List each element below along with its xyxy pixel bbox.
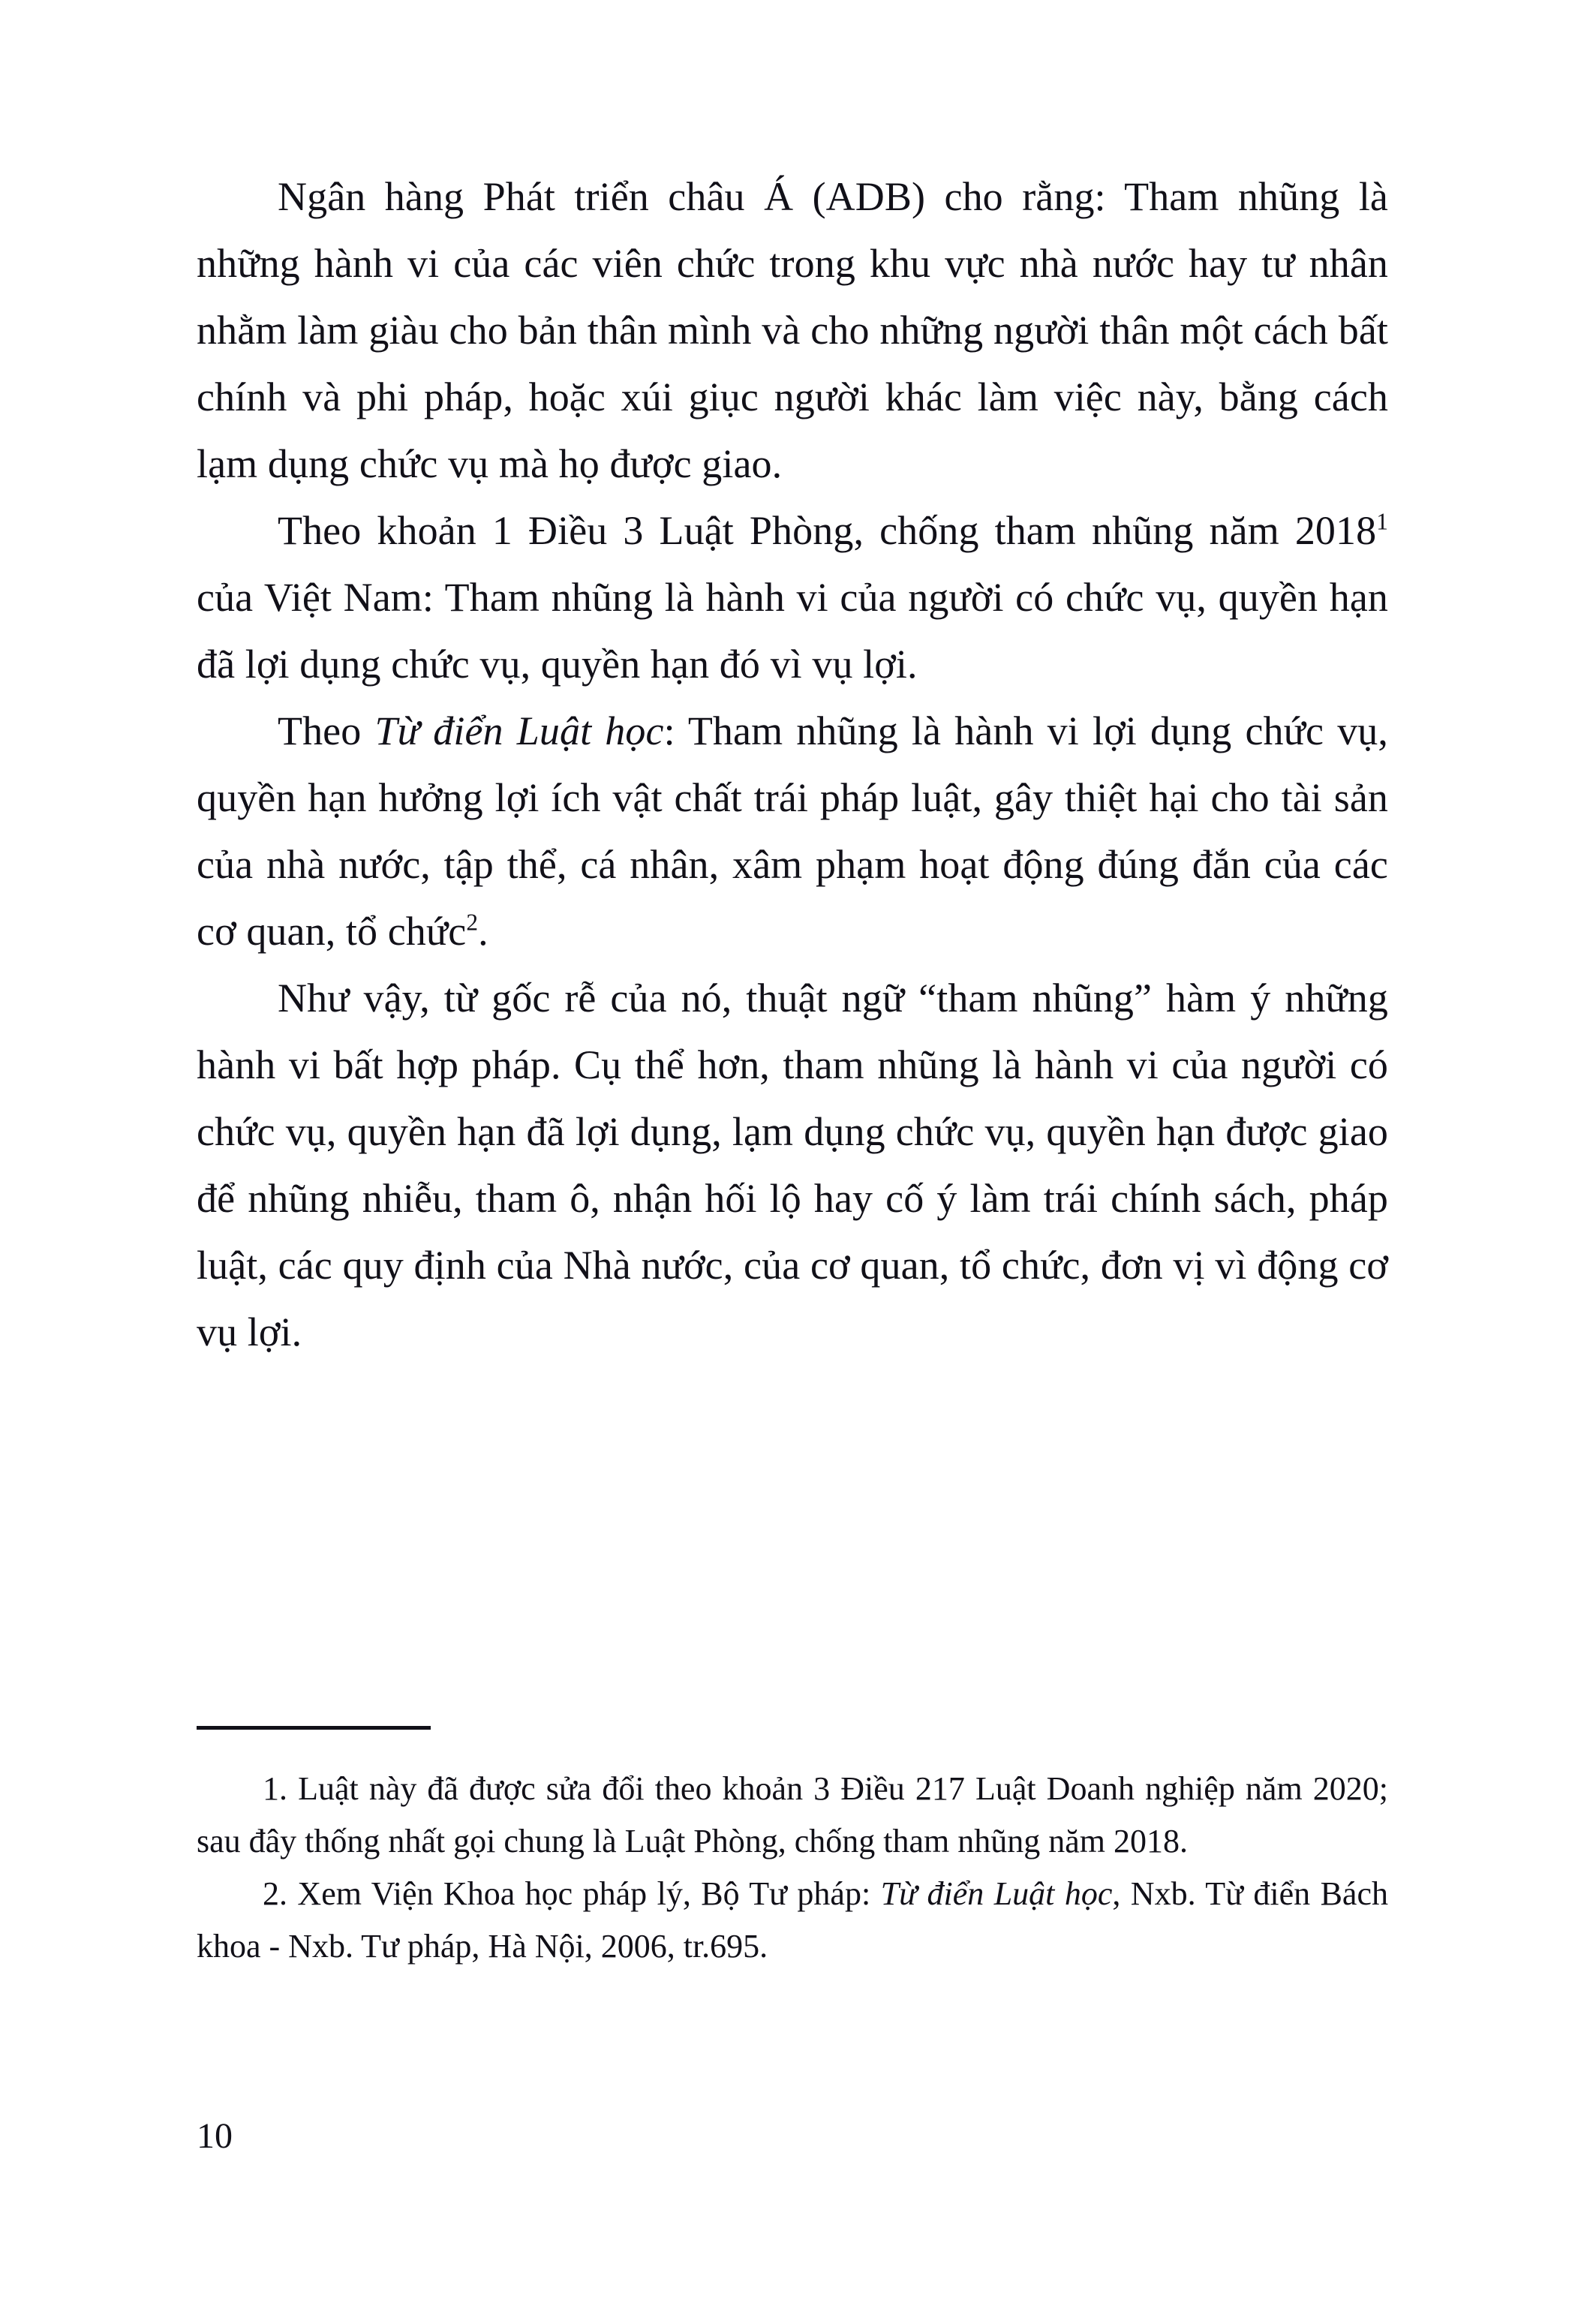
paragraph-text: Như vậy, từ gốc rễ của nó, thuật ngữ “tham nhũng” hàm ý những hành vi bất hợp pháp. Cụ thể hơn, tham nhũng là hành vi của người có chức vụ, quyền hạn đã lợi dụng, lạm dụng chức vụ, quyền hạn được giao để nhũng nhiễu, tham ô, nhận hối lộ hay cố ý làm trái chính sách, pháp luật, các quy định của Nhà nước, của cơ quan, tổ chức, đơn vị vì động cơ vụ lợi.	[197, 976, 1388, 1354]
paragraph-text: Ngân hàng Phát triển châu Á (ADB) cho rằng: Tham nhũng là những hành vi của các viên chức trong khu vực nhà nước hay tư nhân nhằm làm giàu cho bản thân mình và cho những người thân một cách bất chính và phi pháp, hoặc xúi giục người khác làm việc này, bằng cách lạm dụng chức vụ mà họ được giao.	[197, 174, 1388, 486]
cited-work-title: Từ điển Luật học	[880, 1875, 1113, 1912]
page-number: 10	[197, 2116, 233, 2156]
footnote-marker-label: 1.	[263, 1770, 287, 1807]
paragraph-lead-text: Theo	[278, 708, 375, 753]
paragraph-luat-phong-chong-2018	[197, 498, 1388, 698]
cited-work-title: Từ điển Luật học	[374, 708, 664, 753]
footnote-marker-1[interactable]: 1	[1376, 508, 1388, 535]
footnote-lead-text: Xem Viện Khoa học pháp lý, Bộ Tư pháp:	[287, 1875, 881, 1912]
page-body-text	[197, 164, 1388, 1366]
footnote-tail-text: , Nxb. Từ điển Bách khoa - Nxb. Tư pháp, Hà Nội, 2006, tr.695.	[197, 1875, 1388, 1965]
footnote-marker-2[interactable]: 2	[466, 909, 479, 936]
footnote-separator-rule	[197, 1726, 431, 1730]
paragraph-lead-text: Theo khoản 1 Điều 3 Luật Phòng, chống tham nhũng năm 2018	[278, 508, 1377, 553]
paragraph-adb-definition	[197, 164, 1388, 498]
footnote-text: Luật này đã được sửa đổi theo khoản 3 Điều 217 Luật Doanh nghiệp năm 2020; sau đây thống nhất gọi chung là Luật Phòng, chống tham nhũng năm 2018.	[197, 1770, 1388, 1860]
paragraph-tail-text: : Tham nhũng là hành vi lợi dụng chức vụ, quyền hạn hưởng lợi ích vật chất trái pháp luật, gây thiệt hại cho tài sản của nhà nước, tập thể, cá nhân, xâm phạm hoạt động đúng đắn của các cơ quan, tổ chức	[197, 708, 1388, 954]
footnote-2	[197, 1868, 1388, 1973]
footnote-section	[197, 1726, 1388, 1973]
paragraph-end-text: .	[478, 909, 488, 954]
paragraph-nhu-vay-summary	[197, 965, 1388, 1366]
paragraph-tu-dien-luat-hoc	[197, 698, 1388, 965]
footnote-marker-label: 2.	[263, 1875, 287, 1912]
paragraph-tail-text: của Việt Nam: Tham nhũng là hành vi của người có chức vụ, quyền hạn đã lợi dụng chức vụ, quyền hạn đó vì vụ lợi.	[197, 575, 1388, 687]
footnote-1	[197, 1763, 1388, 1868]
